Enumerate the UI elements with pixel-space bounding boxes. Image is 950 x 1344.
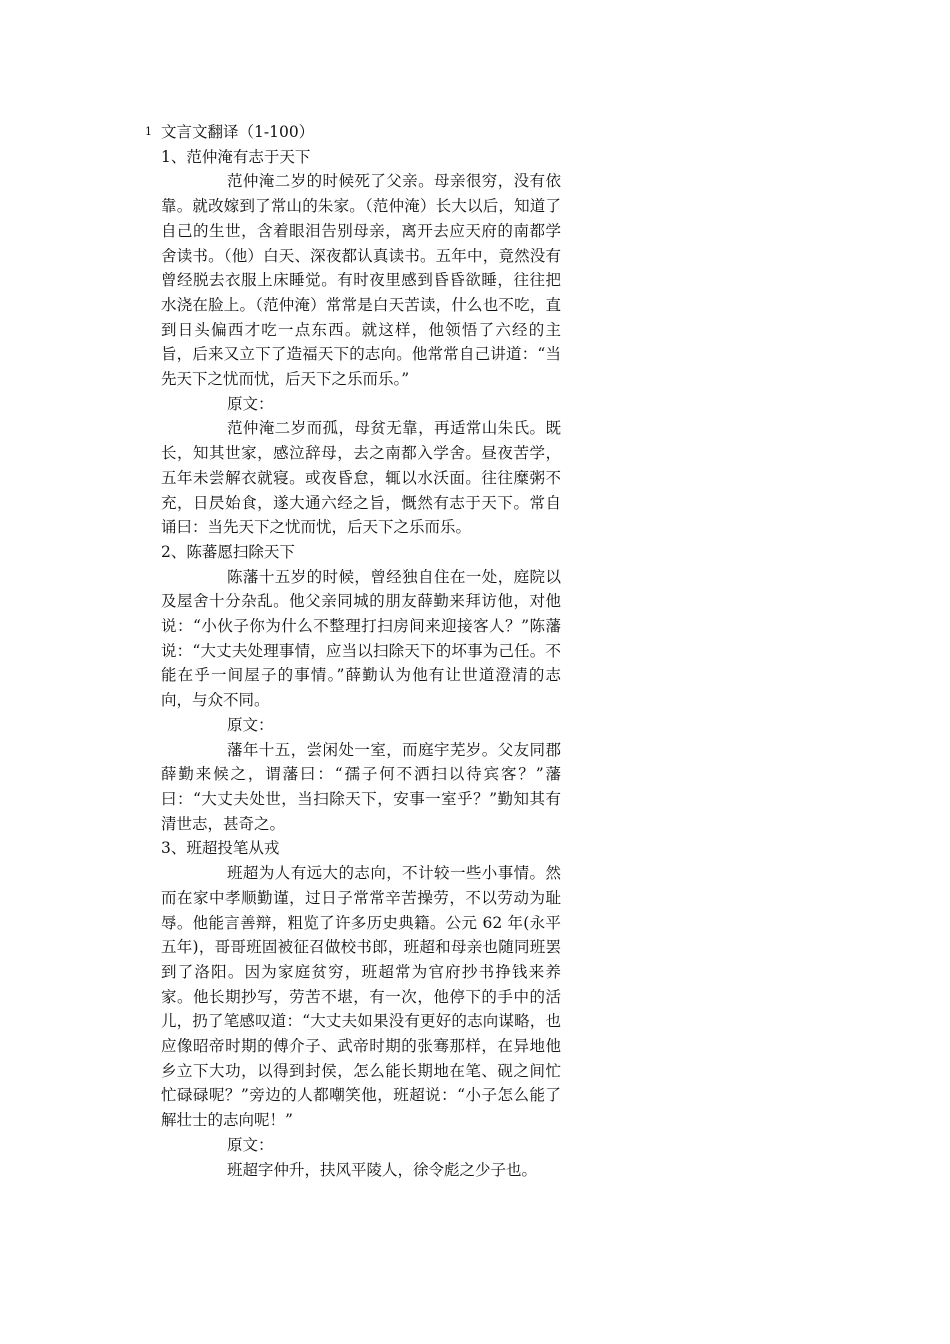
section-heading: 3、班超投笔从戎 <box>161 839 280 858</box>
section-original: 藩年十五，尝闲处一室，而庭宇芜岁。父友同郡薛勤来候之，谓藩曰：“孺子何不洒扫以待宾客？”藩曰：“大丈夫处世，当扫除天下，安事一室乎？”勤知其有清世志，甚奇之。 <box>161 740 561 833</box>
page-number: 1 <box>145 125 152 138</box>
original-label: 原文： <box>227 715 274 734</box>
original-label: 原文： <box>227 1135 274 1154</box>
section-original: 范仲淹二岁而孤，母贫无靠，再适常山朱氏。既长，知其世家，感泣辞母，去之南都入学舍。昼夜苦学，五年未尝解衣就寝。或夜昏怠，辄以水沃面。往往糜粥不充，日昃始食，遂大通六经之旨，慨然有志于天下。常自诵曰：当先天下之忧而忧，后天下之乐而乐。 <box>161 419 561 537</box>
document-body <box>161 120 561 1182</box>
original-label: 原文： <box>227 394 274 413</box>
section-translation: 陈藩十五岁的时候，曾经独自住在一处，庭院以及屋舍十分杂乱。他父亲同城的朋友薛勤来拜访他，对他说：“小伙子你为什么不整理打扫房间来迎接客人？”陈藩说：“大丈夫处理事情，应当以扫除天下的坏事为己任。不能在乎一间屋子的事情。”薛勤认为他有让世道澄清的志向，与众不同。 <box>161 567 561 710</box>
section-translation: 范仲淹二岁的时候死了父亲。母亲很穷，没有依靠。就改嫁到了常山的朱家。（范仲淹）长大以后，知道了自己的生世，含着眼泪告别母亲，离开去应天府的南都学舍读书。（他）白天、深夜都认真读书。五年中，竟然没有曾经脱去衣服上床睡觉。有时夜里感到昏昏欲睡，往往把水浇在脸上。（范仲淹）常常是白天苦读，什么也不吃，直到日头偏西才吃一点东西。就这样，他领悟了六经的主旨，后来又立下了造福天下的志向。他常常自己讲道：“当先天下之忧而忧，后天下之乐而乐。” <box>161 172 561 389</box>
section-heading: 1、范仲淹有志于天下 <box>161 147 311 166</box>
section-original: 班超字仲升，扶风平陵人，徐令彪之少子也。 <box>227 1160 538 1179</box>
section-heading: 2、陈蕃愿扫除天下 <box>161 542 295 561</box>
document-title: 文言文翻译（1-100） <box>161 123 315 141</box>
section-translation: 班超为人有远大的志向，不计较一些小事情。然而在家中孝顺勤谨，过日子常常辛苦操劳，不以劳动为耻辱。他能言善辩，粗览了许多历史典籍。公元 62 年(永平五年)，哥哥班固被征召做校书郎，班超和母亲也随同班罢到了洛阳。因为家庭贫穷，班超常为官府抄书挣钱来养家。他长期抄写，劳苦不堪，有一次，他停下的手中的活儿，扔了笔感叹道：“大丈夫如果没有更好的志向谋略，也应像昭帝时期的傅介子、武帝时期的张骞那样，在异地他乡立下大功，以得到封侯，怎么能长期地在笔、砚之间忙忙碌碌呢？”旁边的人都嘲笑他，班超说：“小子怎么能了解壮士的志向呢！” <box>161 864 561 1130</box>
